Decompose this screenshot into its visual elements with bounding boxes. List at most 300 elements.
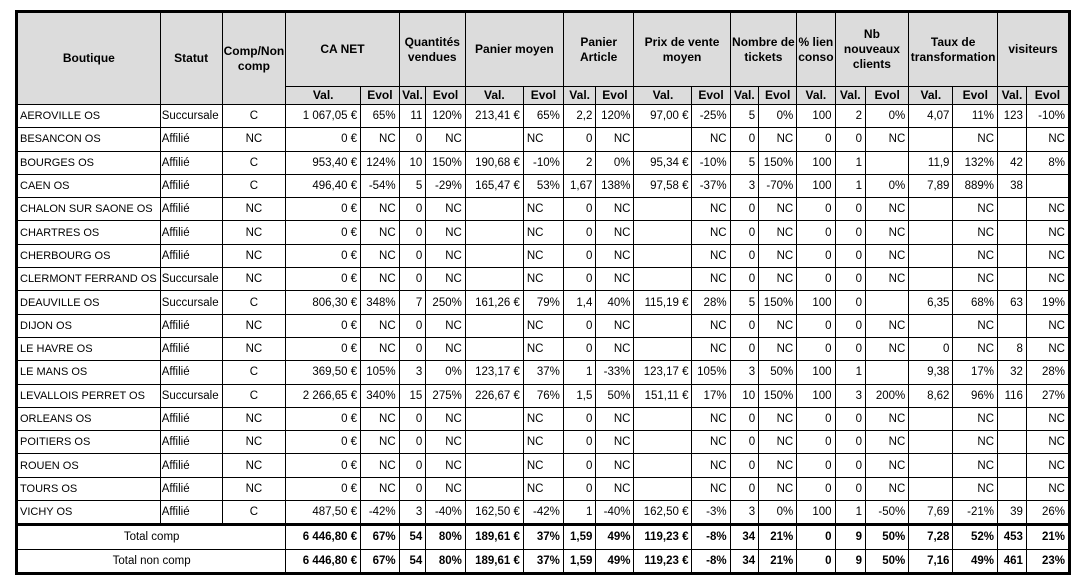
cell-boutique: CLERMONT FERRAND OS — [17, 268, 161, 291]
cell-ca-evol: 348% — [361, 291, 400, 314]
cell-taux-evol: NC — [953, 337, 998, 360]
cell-comp: C — [222, 174, 286, 197]
header-tickets: Nombre de tickets — [730, 12, 797, 87]
cell-visiteurs-val: 42 — [998, 151, 1027, 174]
cell-total-taux-val: 7,28 — [909, 525, 953, 549]
cell-ca-val: 0 € — [286, 431, 361, 454]
cell-nouveaux-clients-val: 0 — [835, 431, 865, 454]
cell-visiteurs-val: 39 — [998, 501, 1027, 525]
cell-panier-article-val: 1,5 — [563, 384, 596, 407]
cell-prix-vente-evol: NC — [692, 314, 730, 337]
cell-panier-moyen-val — [465, 198, 523, 221]
cell-qty-val: 10 — [399, 151, 426, 174]
cell-tickets-val: 0 — [730, 221, 759, 244]
cell-comp: C — [222, 361, 286, 384]
cell-total-qty-val: 54 — [399, 525, 426, 549]
cell-tickets-val: 0 — [730, 314, 759, 337]
cell-ca-val: 0 € — [286, 221, 361, 244]
cell-total-prix-vente-val: 119,23 € — [634, 549, 692, 573]
cell-comp: C — [222, 105, 286, 128]
cell-nouveaux-clients-val: 2 — [835, 105, 865, 128]
cell-total-nouveaux-clients-val: 9 — [835, 525, 865, 549]
cell-visiteurs-val — [998, 407, 1027, 430]
table-row — [17, 431, 1070, 454]
cell-nouveaux-clients-val: 0 — [835, 268, 865, 291]
cell-total-tickets-val: 34 — [730, 525, 759, 549]
cell-total-tickets-evol: 21% — [759, 525, 797, 549]
cell-total-panier-moyen-val: 189,61 € — [465, 525, 523, 549]
cell-panier-moyen-evol: 79% — [523, 291, 563, 314]
cell-qty-evol: NC — [426, 314, 466, 337]
total-row — [17, 525, 1070, 549]
cell-tickets-val: 0 — [730, 268, 759, 291]
table-row — [17, 501, 1070, 525]
cell-tickets-val: 0 — [730, 244, 759, 267]
cell-prix-vente-evol: NC — [692, 244, 730, 267]
cell-nouveaux-clients-evol: NC — [865, 198, 908, 221]
cell-taux-evol: NC — [953, 431, 998, 454]
cell-taux-evol: 889% — [953, 174, 998, 197]
cell-panier-moyen-evol: 76% — [523, 384, 563, 407]
cell-lien-conso-val: 100 — [797, 384, 835, 407]
cell-boutique: VICHY OS — [17, 501, 161, 525]
cell-lien-conso-val: 0 — [797, 128, 835, 151]
cell-tickets-evol: NC — [759, 337, 797, 360]
cell-visiteurs-val — [998, 268, 1027, 291]
header-nouveaux-clients: Nb nouveaux clients — [835, 12, 909, 87]
header-ca-net: CA NET — [286, 12, 399, 87]
cell-nouveaux-clients-val: 0 — [835, 291, 865, 314]
cell-ca-evol: NC — [361, 244, 400, 267]
cell-prix-vente-evol: 105% — [692, 361, 730, 384]
cell-prix-vente-val — [634, 454, 692, 477]
cell-taux-evol: NC — [953, 314, 998, 337]
cell-ca-evol: -42% — [361, 501, 400, 525]
cell-taux-evol: NC — [953, 407, 998, 430]
cell-panier-article-evol: NC — [596, 128, 634, 151]
cell-panier-moyen-evol: NC — [523, 128, 563, 151]
cell-total-lien-conso-val: 0 — [797, 525, 835, 549]
cell-nouveaux-clients-val: 0 — [835, 454, 865, 477]
cell-taux-val — [909, 431, 953, 454]
cell-lien-conso-val: 100 — [797, 151, 835, 174]
total-row — [17, 549, 1070, 573]
cell-visiteurs-evol: NC — [1026, 128, 1069, 151]
cell-total-qty-evol: 80% — [426, 549, 466, 573]
cell-panier-moyen-val: 162,50 € — [465, 501, 523, 525]
cell-comp: NC — [222, 407, 286, 430]
cell-panier-moyen-evol: NC — [523, 337, 563, 360]
header-comp: Comp/Non comp — [222, 12, 286, 105]
cell-panier-article-evol: NC — [596, 268, 634, 291]
cell-tickets-val: 0 — [730, 454, 759, 477]
cell-ca-evol: NC — [361, 198, 400, 221]
cell-tickets-val: 0 — [730, 477, 759, 500]
cell-visiteurs-evol: NC — [1026, 477, 1069, 500]
cell-comp: NC — [222, 477, 286, 500]
cell-prix-vente-val — [634, 337, 692, 360]
cell-panier-moyen-val: 123,17 € — [465, 361, 523, 384]
cell-boutique: ORLEANS OS — [17, 407, 161, 430]
cell-visiteurs-evol: NC — [1026, 337, 1069, 360]
cell-prix-vente-evol: -10% — [692, 151, 730, 174]
cell-nouveaux-clients-evol: NC — [865, 454, 908, 477]
cell-qty-evol: NC — [426, 454, 466, 477]
cell-boutique: BESANCON OS — [17, 128, 161, 151]
cell-visiteurs-val — [998, 431, 1027, 454]
header-statut: Statut — [160, 12, 222, 105]
cell-tickets-evol: NC — [759, 314, 797, 337]
cell-visiteurs-val — [998, 128, 1027, 151]
cell-tickets-val: 5 — [730, 291, 759, 314]
cell-ca-evol: 105% — [361, 361, 400, 384]
cell-tickets-val: 10 — [730, 384, 759, 407]
cell-nouveaux-clients-evol: NC — [865, 221, 908, 244]
cell-qty-evol: NC — [426, 244, 466, 267]
cell-taux-evol: 132% — [953, 151, 998, 174]
cell-tickets-val: 0 — [730, 337, 759, 360]
cell-prix-vente-val: 115,19 € — [634, 291, 692, 314]
cell-prix-vente-val: 151,11 € — [634, 384, 692, 407]
cell-ca-val: 0 € — [286, 337, 361, 360]
cell-ca-val: 806,30 € — [286, 291, 361, 314]
cell-taux-evol: NC — [953, 221, 998, 244]
cell-qty-evol: NC — [426, 431, 466, 454]
cell-lien-conso-val: 100 — [797, 501, 835, 525]
cell-ca-val: 1 067,05 € — [286, 105, 361, 128]
cell-visiteurs-evol: 27% — [1026, 384, 1069, 407]
cell-visiteurs-evol: NC — [1026, 198, 1069, 221]
cell-ca-evol: 124% — [361, 151, 400, 174]
cell-nouveaux-clients-evol: 200% — [865, 384, 908, 407]
cell-panier-moyen-val: 213,41 € — [465, 105, 523, 128]
cell-nouveaux-clients-val: 1 — [835, 361, 865, 384]
cell-panier-article-val: 1,67 — [563, 174, 596, 197]
cell-taux-val — [909, 128, 953, 151]
cell-panier-moyen-val: 190,68 € — [465, 151, 523, 174]
cell-lien-conso-val: 0 — [797, 268, 835, 291]
cell-total-nouveaux-clients-evol: 50% — [865, 549, 908, 573]
cell-visiteurs-evol: 19% — [1026, 291, 1069, 314]
cell-lien-conso-val: 0 — [797, 221, 835, 244]
cell-panier-article-evol: -33% — [596, 361, 634, 384]
cell-statut: Affilié — [160, 221, 222, 244]
subheader-val: Val. — [797, 87, 835, 105]
cell-prix-vente-evol: -37% — [692, 174, 730, 197]
cell-qty-val: 0 — [399, 268, 426, 291]
cell-ca-val: 0 € — [286, 477, 361, 500]
cell-visiteurs-evol — [1026, 174, 1069, 197]
cell-total-visiteurs-evol: 23% — [1026, 549, 1069, 573]
cell-visiteurs-val — [998, 477, 1027, 500]
cell-tickets-val: 3 — [730, 501, 759, 525]
cell-taux-evol: 17% — [953, 361, 998, 384]
cell-panier-article-val: 2 — [563, 151, 596, 174]
cell-boutique: CHARTRES OS — [17, 221, 161, 244]
cell-total-panier-article-val: 1,59 — [563, 525, 596, 549]
cell-taux-evol: NC — [953, 244, 998, 267]
cell-nouveaux-clients-val: 1 — [835, 174, 865, 197]
cell-boutique: AEROVILLE OS — [17, 105, 161, 128]
table-header — [17, 12, 1070, 105]
cell-total-visiteurs-val: 453 — [998, 525, 1027, 549]
cell-prix-vente-evol: NC — [692, 221, 730, 244]
cell-boutique: LE HAVRE OS — [17, 337, 161, 360]
cell-comp: C — [222, 151, 286, 174]
cell-boutique: DEAUVILLE OS — [17, 291, 161, 314]
cell-taux-val: 11,9 — [909, 151, 953, 174]
cell-statut: Succursale — [160, 105, 222, 128]
cell-tickets-evol: NC — [759, 477, 797, 500]
cell-ca-evol: NC — [361, 128, 400, 151]
cell-prix-vente-evol: NC — [692, 337, 730, 360]
cell-tickets-evol: NC — [759, 128, 797, 151]
cell-statut: Affilié — [160, 501, 222, 525]
cell-visiteurs-evol: NC — [1026, 244, 1069, 267]
cell-boutique: LE MANS OS — [17, 361, 161, 384]
cell-boutique: DIJON OS — [17, 314, 161, 337]
cell-prix-vente-evol: NC — [692, 198, 730, 221]
cell-qty-evol: NC — [426, 337, 466, 360]
cell-taux-evol: NC — [953, 268, 998, 291]
cell-total-panier-article-evol: 49% — [596, 549, 634, 573]
cell-lien-conso-val: 100 — [797, 105, 835, 128]
cell-nouveaux-clients-evol — [865, 291, 908, 314]
cell-nouveaux-clients-evol — [865, 151, 908, 174]
cell-boutique: CAEN OS — [17, 174, 161, 197]
cell-panier-article-val: 0 — [563, 407, 596, 430]
cell-prix-vente-evol: 17% — [692, 384, 730, 407]
cell-panier-article-val: 0 — [563, 198, 596, 221]
subheader-val: Val. — [634, 87, 692, 105]
cell-total-taux-evol: 52% — [953, 525, 998, 549]
cell-boutique: POITIERS OS — [17, 431, 161, 454]
cell-prix-vente-evol: NC — [692, 477, 730, 500]
cell-total-panier-moyen-val: 189,61 € — [465, 549, 523, 573]
cell-lien-conso-val: 0 — [797, 407, 835, 430]
cell-qty-val: 3 — [399, 501, 426, 525]
cell-nouveaux-clients-val: 1 — [835, 501, 865, 525]
cell-ca-val: 0 € — [286, 128, 361, 151]
table-row — [17, 198, 1070, 221]
cell-panier-article-val: 0 — [563, 244, 596, 267]
cell-prix-vente-evol: NC — [692, 268, 730, 291]
cell-total-lien-conso-val: 0 — [797, 549, 835, 573]
cell-taux-val — [909, 198, 953, 221]
cell-nouveaux-clients-val: 0 — [835, 314, 865, 337]
cell-taux-evol: NC — [953, 454, 998, 477]
cell-statut: Affilié — [160, 431, 222, 454]
cell-nouveaux-clients-evol: NC — [865, 477, 908, 500]
cell-nouveaux-clients-evol: NC — [865, 431, 908, 454]
cell-qty-evol: NC — [426, 128, 466, 151]
cell-ca-evol: NC — [361, 477, 400, 500]
table-row — [17, 291, 1070, 314]
cell-prix-vente-val — [634, 198, 692, 221]
cell-panier-moyen-evol: 65% — [523, 105, 563, 128]
cell-comp: C — [222, 291, 286, 314]
cell-total-qty-val: 54 — [399, 549, 426, 573]
cell-prix-vente-val: 162,50 € — [634, 501, 692, 525]
cell-total-ca-val: 6 446,80 € — [286, 525, 361, 549]
cell-tickets-evol: NC — [759, 454, 797, 477]
cell-panier-moyen-val — [465, 337, 523, 360]
header-panier-article: Panier Article — [563, 12, 634, 87]
cell-qty-val: 3 — [399, 361, 426, 384]
table-row — [17, 105, 1070, 128]
cell-prix-vente-evol: 28% — [692, 291, 730, 314]
cell-tickets-val: 3 — [730, 361, 759, 384]
subheader-evol: Evol — [953, 87, 998, 105]
cell-nouveaux-clients-val: 0 — [835, 198, 865, 221]
cell-qty-val: 5 — [399, 174, 426, 197]
cell-tickets-evol: 0% — [759, 501, 797, 525]
cell-comp: C — [222, 501, 286, 525]
cell-taux-val — [909, 268, 953, 291]
cell-qty-evol: NC — [426, 221, 466, 244]
cell-nouveaux-clients-evol: -50% — [865, 501, 908, 525]
cell-panier-moyen-evol: NC — [523, 244, 563, 267]
cell-qty-evol: NC — [426, 268, 466, 291]
header-quantites: Quantités vendues — [399, 12, 465, 87]
header-panier-moyen: Panier moyen — [465, 12, 563, 87]
cell-panier-moyen-evol: NC — [523, 221, 563, 244]
cell-qty-val: 0 — [399, 198, 426, 221]
cell-prix-vente-val — [634, 314, 692, 337]
cell-comp: NC — [222, 454, 286, 477]
cell-panier-article-evol: 0% — [596, 151, 634, 174]
table-row — [17, 454, 1070, 477]
cell-taux-val — [909, 407, 953, 430]
cell-tickets-val: 0 — [730, 198, 759, 221]
cell-taux-val: 6,35 — [909, 291, 953, 314]
cell-panier-moyen-val — [465, 221, 523, 244]
cell-panier-article-val: 0 — [563, 268, 596, 291]
cell-statut: Affilié — [160, 407, 222, 430]
cell-ca-val: 369,50 € — [286, 361, 361, 384]
cell-comp: NC — [222, 431, 286, 454]
cell-prix-vente-val — [634, 407, 692, 430]
cell-visiteurs-val — [998, 244, 1027, 267]
cell-prix-vente-val — [634, 221, 692, 244]
cell-statut: Affilié — [160, 314, 222, 337]
cell-visiteurs-evol: 28% — [1026, 361, 1069, 384]
cell-panier-moyen-val: 165,47 € — [465, 174, 523, 197]
cell-panier-article-val: 0 — [563, 477, 596, 500]
cell-lien-conso-val: 0 — [797, 431, 835, 454]
cell-panier-article-evol: NC — [596, 198, 634, 221]
cell-panier-article-val: 0 — [563, 221, 596, 244]
cell-visiteurs-evol: NC — [1026, 454, 1069, 477]
table-row — [17, 268, 1070, 291]
cell-nouveaux-clients-val: 3 — [835, 384, 865, 407]
cell-visiteurs-val: 8 — [998, 337, 1027, 360]
cell-total-ca-evol: 67% — [361, 525, 400, 549]
cell-panier-moyen-val: 161,26 € — [465, 291, 523, 314]
cell-panier-article-val: 1 — [563, 501, 596, 525]
cell-qty-val: 0 — [399, 221, 426, 244]
cell-statut: Affilié — [160, 454, 222, 477]
cell-visiteurs-val — [998, 221, 1027, 244]
cell-panier-moyen-evol: NC — [523, 407, 563, 430]
cell-taux-evol: NC — [953, 128, 998, 151]
cell-tickets-evol: 50% — [759, 361, 797, 384]
cell-nouveaux-clients-evol: NC — [865, 268, 908, 291]
store-performance-table — [15, 10, 1071, 575]
cell-lien-conso-val: 100 — [797, 291, 835, 314]
cell-ca-evol: NC — [361, 314, 400, 337]
cell-prix-vente-val: 97,58 € — [634, 174, 692, 197]
cell-statut: Affilié — [160, 128, 222, 151]
cell-statut: Affilié — [160, 477, 222, 500]
cell-prix-vente-val — [634, 477, 692, 500]
cell-qty-val: 0 — [399, 407, 426, 430]
cell-prix-vente-evol: NC — [692, 407, 730, 430]
cell-panier-moyen-val — [465, 407, 523, 430]
cell-comp: NC — [222, 337, 286, 360]
cell-panier-moyen-val — [465, 244, 523, 267]
cell-lien-conso-val: 0 — [797, 198, 835, 221]
cell-qty-val: 0 — [399, 431, 426, 454]
cell-qty-val: 0 — [399, 314, 426, 337]
cell-boutique: TOURS OS — [17, 477, 161, 500]
cell-total-prix-vente-evol: -8% — [692, 549, 730, 573]
subheader-val: Val. — [286, 87, 361, 105]
cell-panier-moyen-evol: -10% — [523, 151, 563, 174]
cell-panier-moyen-evol: -42% — [523, 501, 563, 525]
cell-tickets-evol: 0% — [759, 105, 797, 128]
cell-total-panier-moyen-evol: 37% — [523, 549, 563, 573]
cell-ca-evol: NC — [361, 431, 400, 454]
cell-visiteurs-evol: -10% — [1026, 105, 1069, 128]
cell-visiteurs-evol: NC — [1026, 268, 1069, 291]
cell-visiteurs-val: 123 — [998, 105, 1027, 128]
cell-prix-vente-val — [634, 244, 692, 267]
cell-nouveaux-clients-evol: NC — [865, 244, 908, 267]
cell-prix-vente-val — [634, 431, 692, 454]
cell-panier-article-val: 2,2 — [563, 105, 596, 128]
cell-panier-moyen-val — [465, 477, 523, 500]
cell-qty-val: 7 — [399, 291, 426, 314]
cell-tickets-val: 5 — [730, 105, 759, 128]
cell-taux-evol: NC — [953, 198, 998, 221]
cell-comp: NC — [222, 268, 286, 291]
cell-statut: Affilié — [160, 244, 222, 267]
table-row — [17, 221, 1070, 244]
cell-qty-evol: 250% — [426, 291, 466, 314]
cell-panier-article-evol: NC — [596, 221, 634, 244]
subheader-evol: Evol — [865, 87, 908, 105]
cell-comp: NC — [222, 221, 286, 244]
cell-panier-moyen-val — [465, 431, 523, 454]
cell-lien-conso-val: 0 — [797, 314, 835, 337]
cell-visiteurs-evol: 8% — [1026, 151, 1069, 174]
cell-panier-article-evol: 40% — [596, 291, 634, 314]
cell-panier-moyen-evol: NC — [523, 477, 563, 500]
cell-prix-vente-val: 123,17 € — [634, 361, 692, 384]
cell-prix-vente-evol: NC — [692, 128, 730, 151]
cell-qty-evol: NC — [426, 477, 466, 500]
report-table-container — [15, 10, 1071, 575]
table-row — [17, 314, 1070, 337]
cell-lien-conso-val: 100 — [797, 361, 835, 384]
cell-comp: NC — [222, 314, 286, 337]
cell-prix-vente-evol: -25% — [692, 105, 730, 128]
cell-tickets-evol: NC — [759, 431, 797, 454]
cell-ca-evol: 340% — [361, 384, 400, 407]
header-prix-vente: Prix de vente moyen — [634, 12, 730, 87]
cell-taux-val: 7,89 — [909, 174, 953, 197]
